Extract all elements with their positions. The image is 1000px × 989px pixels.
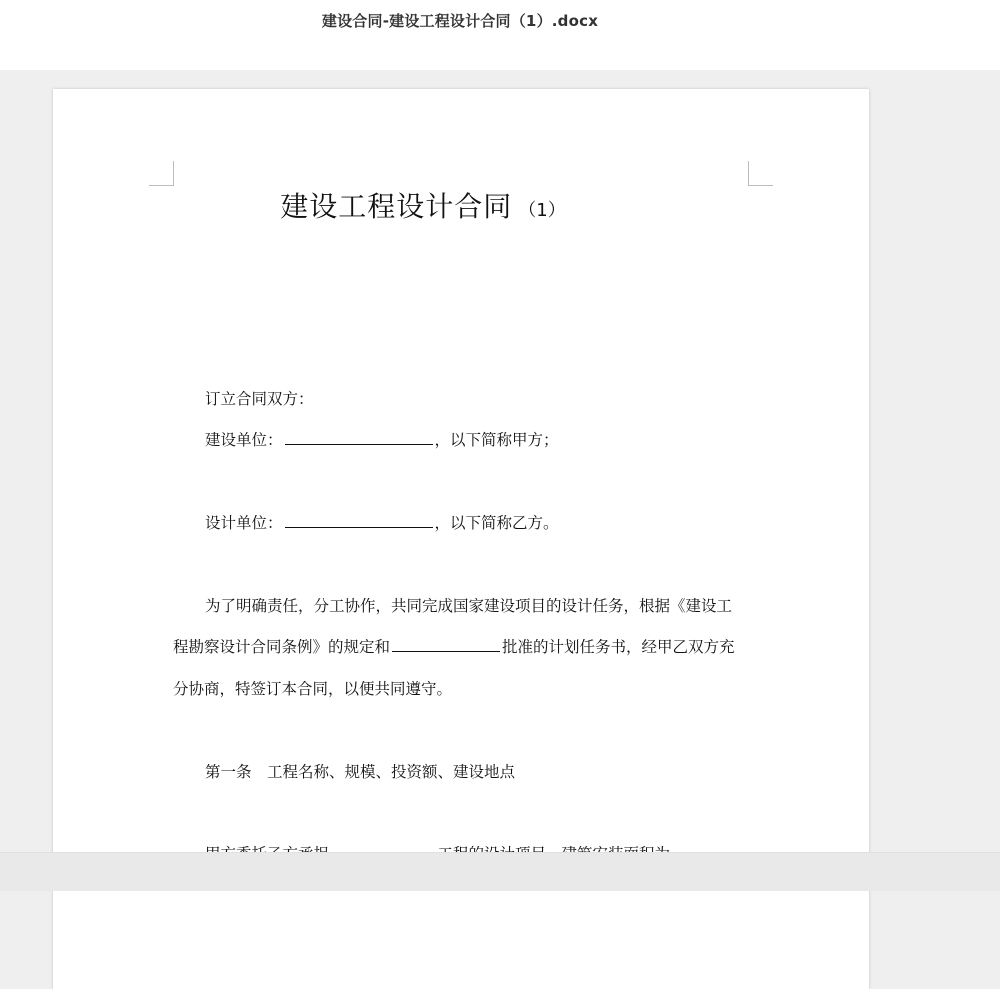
paragraph-1-line-2	[173, 635, 753, 657]
document-heading-text: 建设工程设计合同	[280, 190, 513, 223]
paragraph-1-line-1-text: 为了明确责任，分工协作，共同完成国家建设项目的设计任务，根据《建设工	[205, 597, 733, 615]
builder-line	[173, 428, 785, 450]
title-bar	[0, 0, 1000, 70]
paragraph-1-line-3	[173, 677, 753, 699]
status-bar	[0, 852, 1000, 891]
builder-label: 建设单位：	[205, 431, 283, 449]
margin-corner-mark-left	[149, 161, 174, 186]
designer-line	[173, 511, 785, 533]
document-viewport[interactable]	[0, 70, 1000, 852]
paragraph-1-line-2-end: 批准的计划任务书，经甲乙双方充	[502, 638, 735, 656]
document-heading-suffix: （1）	[518, 200, 566, 221]
designer-suffix: ，以下简称乙方。	[434, 514, 559, 532]
paragraph-1-line-1	[173, 594, 785, 616]
document-file-title: 建设合同-建设工程设计合同（1）.docx	[321, 12, 599, 30]
parties-intro-text: 订立合同双方：	[205, 390, 314, 408]
paragraph-1-line-3-text: 分协商，特签订本合同，以便共同遵守。	[173, 680, 453, 698]
designer-label: 设计单位：	[205, 514, 283, 532]
approval-authority-blank	[392, 637, 500, 652]
paragraph-1-line-2-start: 程勘察设计合同条例》的规定和	[173, 638, 391, 656]
article-1-heading	[173, 760, 785, 782]
margin-corner-mark-right	[748, 161, 773, 186]
article-1-heading-text: 第一条 工程名称、规模、投资额、建设地点	[205, 763, 516, 781]
document-heading	[53, 185, 793, 225]
parties-intro	[173, 387, 785, 409]
designer-name-blank	[285, 513, 433, 528]
builder-suffix: ，以下简称甲方；	[434, 431, 559, 449]
builder-name-blank	[285, 430, 433, 445]
